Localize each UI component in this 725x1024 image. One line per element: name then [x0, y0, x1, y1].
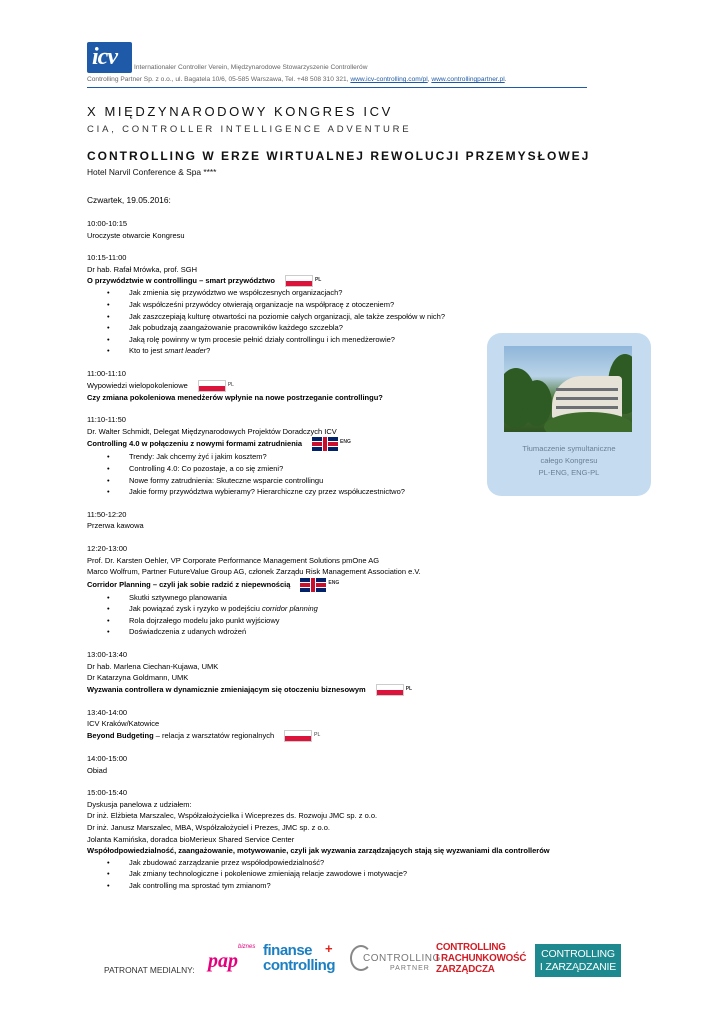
session-1300: [87, 649, 627, 696]
program-list: [87, 218, 627, 903]
session-time: 15:00-15:40: [87, 788, 128, 798]
session-time: 11:50-12:20: [87, 509, 127, 519]
list-item: • Kto to jest smart leader?: [129, 345, 627, 357]
pap-biznes-logo: pap biznes: [208, 944, 256, 972]
speaker: Dr inż. Elżbieta Marszalec, Współzałożycielka i Wiceprezes ds. Rozwoju JMC sp. z o.o.: [87, 811, 378, 821]
icv-link[interactable]: www.icv-controlling.com/pl: [350, 76, 428, 83]
session-1220: [87, 543, 627, 638]
controlling-partner-logo: CONTROLLING PARTNER: [350, 942, 434, 976]
session-topic: Czy zmiana pokoleniowa menedżerów wpłynie na nowe postrzeganie controllingu?: [87, 392, 383, 402]
list-item: • Trendy: Jak chcemy żyć i jakim kosztem?: [129, 451, 627, 463]
controlling-zarzadzanie-logo: CONTROLLING I ZARZĄDZANIE: [535, 944, 621, 977]
header-divider: [87, 87, 587, 88]
list-item: • Jak pobudzają zaangażowanie pracowników każdego szczebla?: [129, 322, 627, 334]
session-line: Obiad: [87, 765, 108, 775]
session-topic: Współodpowiedzialność, zaangażowanie, motywowanie, czyli jak wyzwania zarządzających stają się wyzwaniami dla controllerów: [87, 846, 550, 856]
controllingpartner-link[interactable]: www.controllingpartner.pl: [431, 76, 505, 83]
media-patronage-label: PATRONAT MEDIALNY:: [104, 965, 195, 975]
list-item: • Jak powiązać zysk i ryzyko w podejściu corridor planning: [129, 603, 627, 615]
list-item: • Controlling 4.0: Co pozostaje, a co się zmieni?: [129, 463, 627, 475]
list-item: • Jak współcześni przywódcy otwierają organizacje na współpracę z otoczeniem?: [129, 299, 627, 311]
session-1500: [87, 787, 627, 891]
header-contact-line: Controlling Partner Sp. z o.o., ul. Bagatela 10/6, 05-585 Warszawa, Tel. +48 508 310 321, www.icv-controlling.com/pl, www.controllingpartner.pl.: [87, 76, 507, 83]
list-item: • Rola dojrzałego modelu jako punkt wyjściowy: [129, 615, 627, 627]
session-topic: O przywództwie w controllingu – smart przywództwo $^{PL}$: [87, 275, 627, 287]
speaker: ICV Kraków/Katowice: [87, 719, 160, 729]
session-time: 10:15-11:00: [87, 253, 127, 263]
pl-flag-icon: [198, 380, 226, 392]
topic-bullets: [87, 592, 627, 638]
session-topic: Beyond Budgeting – relacja z warsztatów regionalnych $^{PL}$: [87, 730, 627, 742]
speaker: Dr inż. Janusz Marszalec, MBA, Współzałożyciel i Prezes, JMC sp. z o.o.: [87, 823, 330, 833]
session-line: Dyskusja panelowa z udziałem:: [87, 799, 192, 809]
topic-bullets: [87, 857, 627, 892]
speaker: Prof. Dr. Karsten Oehler, VP Corporate Performance Management Solutions pmOne AG: [87, 555, 380, 565]
speaker: Jolanta Kamińska, doradca bioMerieux Shared Service Center: [87, 834, 295, 844]
list-item: • Jak zaszczepiają kulturę otwartości na poziomie całych organizacji, ale także zespołów w nich?: [129, 311, 627, 323]
list-item: • Jakie formy przywództwa wybieramy? Hierarchiczne czy przez współuczestnictwo?: [129, 486, 627, 498]
translation-text: Tłumaczenie symultaniczne całego Kongresu PL-ENG, ENG-PL: [522, 444, 616, 477]
icv-logo: icv: [87, 42, 132, 73]
program-date: Czwartek, 19.05.2016:: [87, 195, 171, 205]
session-line: Przerwa kawowa: [87, 521, 144, 531]
list-item: • Jak zbudować zarządzanie przez współodpowiedzialność?: [129, 857, 627, 869]
controlling-rachunkowosc-logo: CONTROLLING I RACHUNKOWOŚĆ ZARZĄDCZA: [436, 942, 527, 975]
congress-title: X MIĘDZYNARODOWY KONGRES ICV: [87, 104, 393, 119]
pl-flag-icon: [376, 684, 404, 696]
session-1000: [87, 218, 627, 241]
session-topic: Wyzwania controllera w dynamicznie zmieniającym się otoczeniu biznesowym $^{PL}$: [87, 684, 627, 696]
header-org-line: Internationaler Controller Verein, Międzynarodowe Stowarzyszenie Controllerów: [134, 64, 368, 71]
session-time: 11:00-11:10: [87, 368, 126, 378]
congress-subtitle: CIA, CONTROLLER INTELLIGENCE ADVENTURE: [87, 124, 412, 135]
session-time: 10:00-10:15: [87, 219, 128, 228]
speaker: Dr Katarzyna Goldmann, UMK: [87, 673, 189, 683]
session-time: 11:10-11:50: [87, 415, 126, 425]
list-item: • Skutki sztywnego planowania: [129, 592, 627, 604]
session-topic: Corridor Planning – czyli jak sobie radzić z niepewnością $^{ENG}$: [87, 578, 627, 592]
venue: Hotel Narvil Conference & Spa ****: [87, 167, 217, 177]
speaker: Dr hab. Rafał Mrówka, prof. SGH: [87, 264, 198, 274]
session-time: 12:20-13:00: [87, 543, 128, 553]
session-line: Uroczyste otwarcie Kongresu: [87, 230, 185, 240]
session-time: 13:00-13:40: [87, 650, 128, 660]
list-item: • Jak zmiany technologiczne i pokoleniowe zmieniają relacje zawodowe i motywacje?: [129, 868, 627, 880]
translation-callout: [487, 333, 651, 496]
list-item: • Jak zmienia się przywództwo we współczesnych organizacjach?: [129, 287, 627, 299]
session-topic: Controlling 4.0 w połączeniu z nowymi formami zatrudnienia $^{ENG}$: [87, 437, 627, 451]
speaker: Dr hab. Marlena Ciechan-Kujawa, UMK: [87, 661, 219, 671]
session-time: 14:00-15:00: [87, 754, 128, 764]
session-1150: [87, 509, 627, 532]
list-item: • Doświadczenia z udanych wdrożeń: [129, 626, 627, 638]
list-item: • Jaką rolę powinny w tym procesie pełnić działy controllingu i ich menedżerowie?: [129, 334, 627, 346]
session-time: 13:40-14:00: [87, 707, 128, 717]
session-line: Wypowiedzi wielopokoleniowe $^{PL}$: [87, 380, 627, 392]
uk-flag-icon: [312, 437, 338, 451]
session-1340: [87, 707, 627, 742]
hotel-photo: [504, 346, 632, 432]
speaker: Dr. Walter Schmidt, Delegat Międzynarodowych Projektów Doradczych ICV: [87, 426, 337, 436]
list-item: • Nowe formy zatrudnienia: Skuteczne wsparcie controllingu: [129, 475, 627, 487]
session-1400: [87, 753, 627, 776]
congress-theme: CONTROLLING W ERZE WIRTUALNEJ REWOLUCJI PRZEMYSŁOWEJ: [87, 149, 591, 163]
list-item: • Jak controlling ma sprostać tym zmianom?: [129, 880, 627, 892]
speaker: Marco Wolfrum, Partner FutureValue Group AG, członek Zarządu Risk Management Association e.V.: [87, 567, 421, 577]
uk-flag-icon: [300, 578, 326, 592]
pl-flag-icon: [285, 275, 313, 287]
finanse-controlling-logo: finanse + controlling: [263, 941, 335, 974]
pl-flag-icon: [284, 730, 312, 742]
